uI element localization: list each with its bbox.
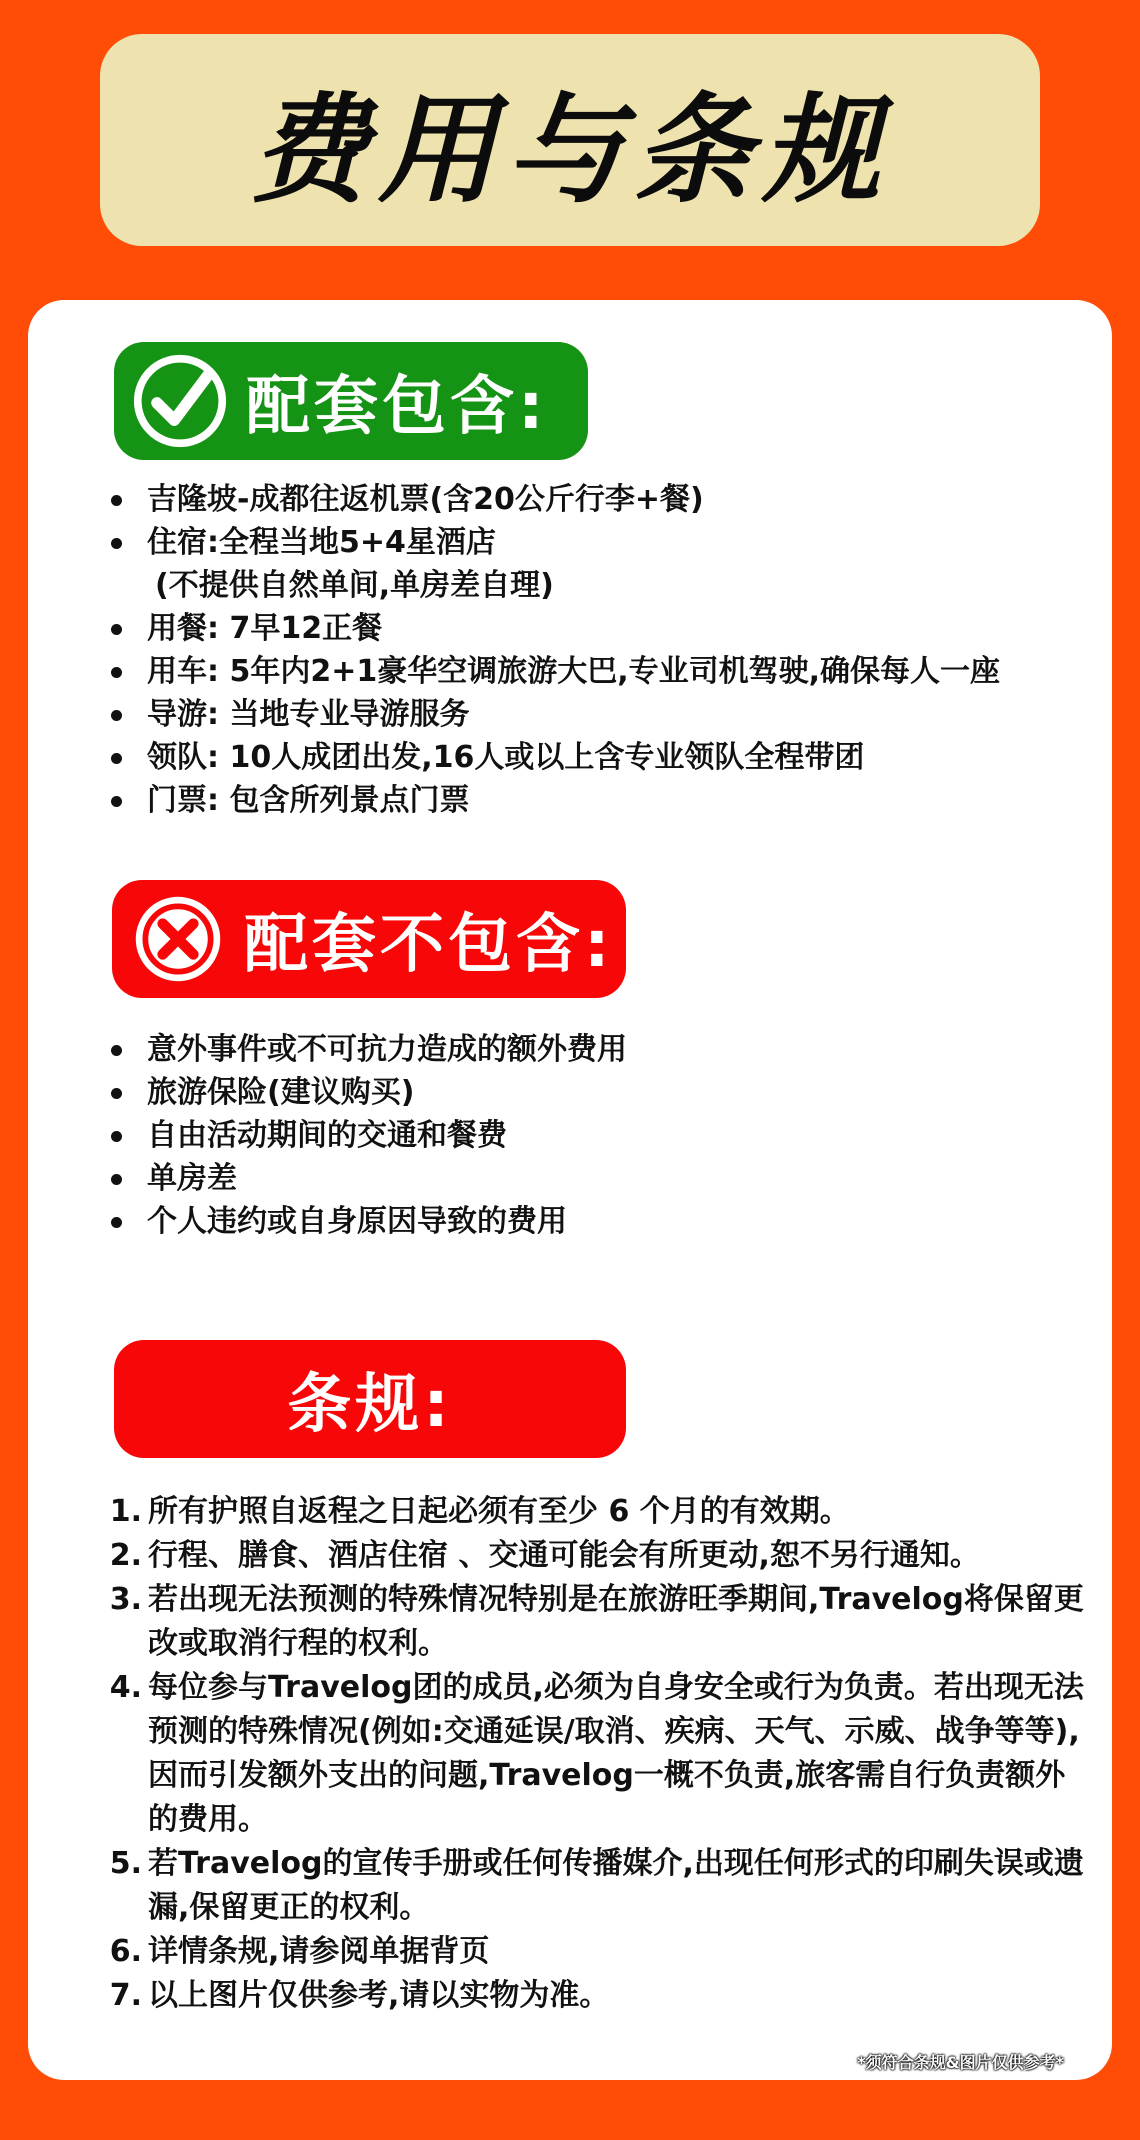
included-heading-pill [114,342,588,460]
terms-item: 6. 详情条规,请参阅单据背页 [109,1934,490,1969]
terms-item: 2. 行程、膳食、酒店住宿 、交通可能会有所更动,恕不另行通知。 [109,1538,980,1573]
terms-item: 7. 以上图片仅供参考,请以实物为准。 [109,1978,610,2013]
list-item: 旅游保险(建议购买) [103,1071,1093,1114]
header-banner [100,34,1040,246]
terms-item: 1. 所有护照自返程之日起必须有至少 6 个月的有效期。 [109,1494,850,1529]
list-item: 门票: 包含所列景点门票 [103,779,1093,822]
x-circle-icon [130,891,226,987]
list-item: 用车: 5年内2+1豪华空调旅游大巴,专业司机驾驶,确保每人一座 [103,650,1093,693]
list-item: 领队: 10人成团出发,16人或以上含专业领队全程带团 [103,736,1093,779]
terms-heading: 条规: [287,1368,453,1442]
list-item: 用餐: 7早12正餐 [103,607,1093,650]
terms-list [100,1490,1090,2018]
list-item: 意外事件或不可抗力造成的额外费用 [103,1028,1093,1071]
list-item: 自由活动期间的交通和餐费 [103,1114,1093,1157]
included-list [103,478,1093,822]
terms-item: 3. 若出现无法预测的特殊情况特别是在旅游旺季期间,Travelog将保留更改或取消行程的权利。 [109,1582,1084,1661]
excluded-heading: 配套不包含: [244,908,614,982]
included-heading: 配套包含: [246,370,548,444]
list-item: 导游: 当地专业导游服务 [103,693,1093,736]
terms-heading-pill [114,1340,626,1458]
list-item: 单房差 [103,1157,1093,1200]
footnote: *须符合条规&图片仅供参考* [857,2053,1064,2072]
list-item: 住宿:全程当地5+4星酒店 [103,521,1093,564]
terms-item: 4. 每位参与Travelog团的成员,必须为自身安全或行为负责。若出现无法预测的特殊情况(例如:交通延误/取消、疾病、天气、示威、战争等等),因而引发额外支出的问题,Travelog一概不负责,旅客需自行负责额外的费用。 [109,1670,1084,1837]
content-panel [28,300,1112,2080]
list-item-note: (不提供自然单间,单房差自理) [155,568,554,603]
terms-item: 5. 若Travelog的宣传手册或任何传播媒介,出现任何形式的印刷失误或遗漏,保留更正的权利。 [109,1846,1084,1925]
excluded-list [103,1028,1093,1243]
page-title: 费用与条规 [249,81,890,219]
list-item: 吉隆坡-成都往返机票(含20公斤行李+餐) [103,478,1093,521]
list-item: 个人违约或自身原因导致的费用 [103,1200,1093,1243]
excluded-heading-pill [112,880,626,998]
check-circle-icon [132,353,228,449]
